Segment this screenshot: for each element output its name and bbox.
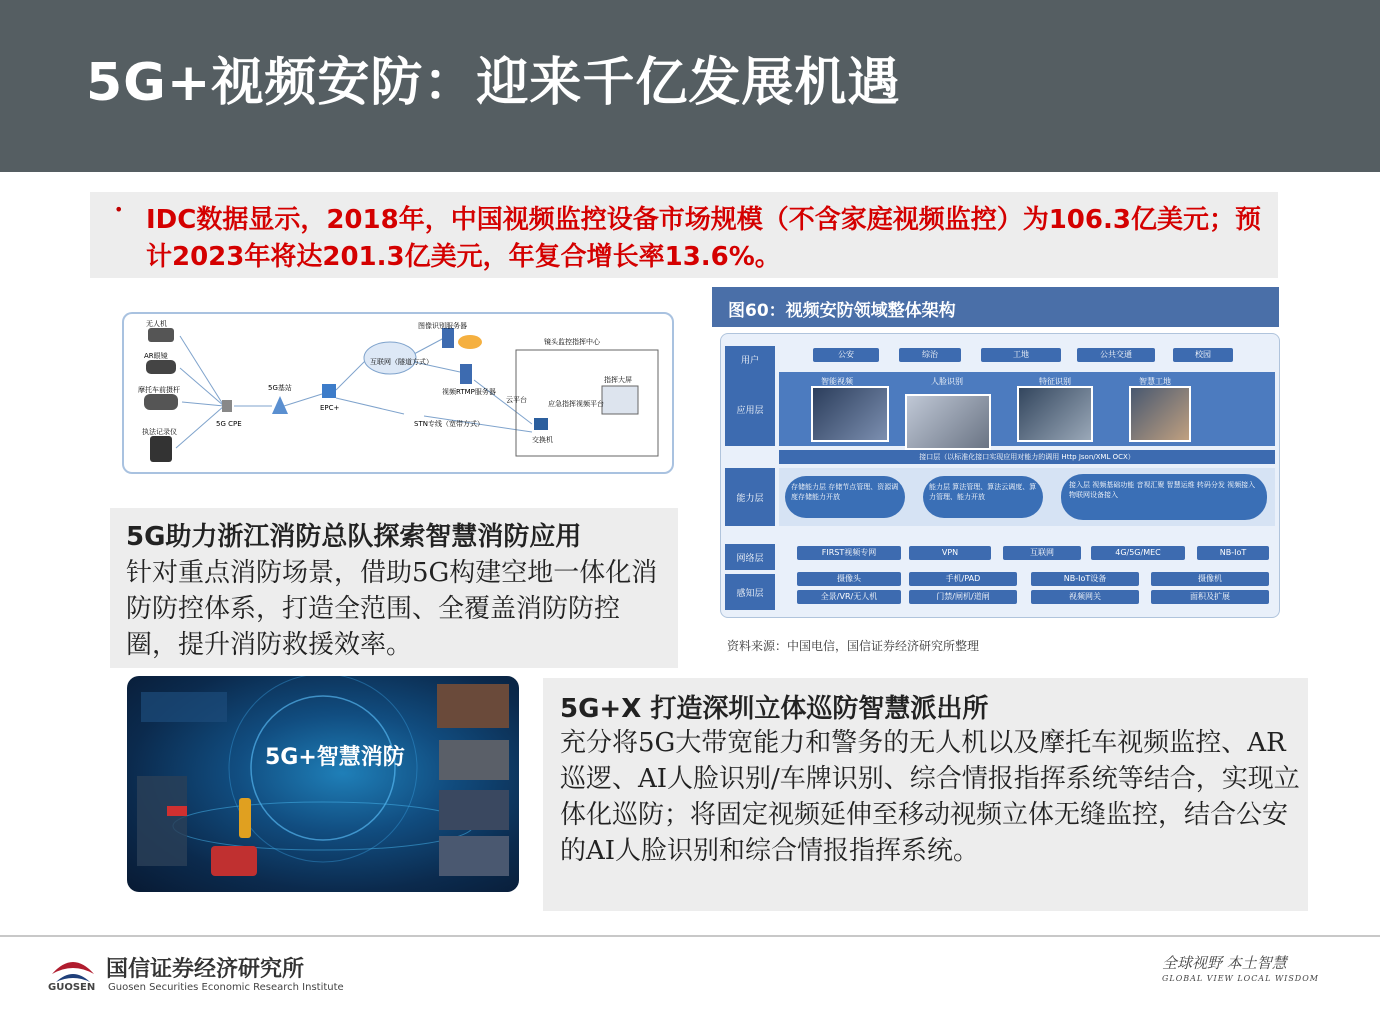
thumbnail-photo bbox=[439, 740, 509, 780]
arch-label: 无人机 bbox=[146, 320, 167, 328]
layer-label-app: 应用层 bbox=[725, 372, 775, 446]
arch-label: AR眼镜 bbox=[144, 352, 168, 360]
app-thumbnail bbox=[1129, 386, 1191, 442]
alert-tag bbox=[167, 806, 187, 816]
figure-source: 资料来源：中国电信，国信证券经济研究所整理 bbox=[727, 639, 980, 653]
arch-label: STN专线（宽带方式） bbox=[414, 420, 484, 428]
epc-icon bbox=[322, 384, 336, 398]
case2-body: 充分将5G大带宽能力和警务的无人机以及摩托车视频监控、AR巡逻、AI人脸识别/车牌识别、综合情报指挥系统等结合，实现立体化巡防；将固定视频延伸至移动视频立体无缝监控，结合公安的AI人脸识别和综合情报指挥系统。 bbox=[560, 728, 1300, 866]
arch-label: 图像识别服务器 bbox=[418, 322, 467, 330]
ability-cloud-text: 存储能力层 存储节点管理、资源调度存储能力开放 bbox=[791, 483, 899, 501]
image-server-icon bbox=[442, 328, 454, 348]
fire-truck-graphic bbox=[211, 846, 257, 876]
icon-panel bbox=[141, 692, 227, 722]
smart-fire-label: 5G+智慧消防 bbox=[265, 745, 405, 770]
user-chip: 工地 bbox=[981, 348, 1061, 362]
arch-label: 执法记录仪 bbox=[142, 428, 177, 436]
company-name-cn: 国信证券经济研究所 bbox=[106, 956, 305, 982]
sense-chip: 摄像机 bbox=[1151, 572, 1269, 586]
user-chip: 公安 bbox=[813, 348, 879, 362]
network-chip: FIRST视频专网 bbox=[797, 546, 901, 560]
drone-icon bbox=[148, 328, 174, 342]
arch-label: 互联网（隧道方式） bbox=[370, 358, 433, 366]
recorder-icon bbox=[150, 436, 172, 462]
logo-abbreviation: GUOSEN bbox=[48, 982, 96, 993]
arch-label: 云平台 bbox=[506, 396, 527, 404]
network-diagram-svg bbox=[124, 314, 676, 476]
thumbnail-photo bbox=[437, 684, 509, 728]
app-thumbnail bbox=[1017, 386, 1093, 442]
factory-graphic bbox=[137, 776, 187, 866]
firefighter-graphic bbox=[239, 798, 251, 838]
sense-chip: 面积及扩展 bbox=[1151, 590, 1269, 604]
app-tag: 特征识别 bbox=[1039, 377, 1071, 386]
switch-icon bbox=[534, 418, 548, 430]
cpe-icon bbox=[222, 400, 232, 412]
network-chip: VPN bbox=[909, 546, 991, 560]
layer-label-ability: 能力层 bbox=[725, 468, 775, 526]
big-screen-icon bbox=[602, 386, 638, 414]
sense-chip: 全景/VR/无人机 bbox=[797, 590, 901, 604]
app-tag: 智能视频 bbox=[821, 377, 853, 386]
footer-divider bbox=[0, 935, 1380, 937]
arch-label: 应急指挥视频平台 bbox=[548, 400, 604, 408]
network-chip: 4G/5G/MEC bbox=[1091, 546, 1185, 560]
slogan-cn: 全球视野 本土智慧 bbox=[1162, 954, 1287, 972]
app-thumbnail bbox=[811, 386, 889, 442]
layer-label-user: 用户 bbox=[725, 346, 775, 372]
network-chip: NB-IoT bbox=[1197, 546, 1269, 560]
guosen-logo-icon bbox=[48, 952, 98, 986]
thumbnail-photo bbox=[439, 790, 509, 830]
sense-chip: 手机/PAD bbox=[909, 572, 1017, 586]
user-chip: 公共交通 bbox=[1077, 348, 1155, 362]
figure-caption: 图60：视频安防领域整体架构 bbox=[728, 301, 956, 321]
interface-layer-bar: 接口层（以标准化接口实现应用对能力的调用 Http Json/XML OCX） bbox=[779, 450, 1275, 464]
arch-label: 5G CPE bbox=[216, 420, 242, 428]
arch-label: EPC+ bbox=[320, 404, 340, 412]
ability-cloud-text: 接入层 视频基础功能 音视汇聚 智慧运维 转码分发 视频接入 物联网设备接入 bbox=[1069, 481, 1256, 499]
ability-cloud-text: 能力层 算法管理、算法云调度、算力管理、能力开放 bbox=[929, 483, 1037, 501]
arch-label: 摩托车前摄杆 bbox=[138, 386, 180, 394]
sense-chip: 门禁/闸机/道闸 bbox=[909, 590, 1017, 604]
sense-chip: NB-IoT设备 bbox=[1031, 572, 1139, 586]
case1-body: 针对重点消防场景，借助5G构建空地一体化消防防控体系，打造全范围、全覆盖消防防控圈，提升消防救援效率。 bbox=[126, 558, 658, 660]
ring-graphic bbox=[173, 802, 473, 850]
app-thumbnail bbox=[905, 394, 991, 450]
arch-label: 交换机 bbox=[532, 436, 553, 444]
motorcycle-icon bbox=[144, 394, 178, 410]
smart-fire-illustration bbox=[127, 676, 519, 892]
cloud-platform-icon bbox=[458, 335, 482, 349]
company-name-en: Guosen Securities Economic Research Institute bbox=[108, 982, 344, 993]
logo-arc-icon bbox=[56, 974, 90, 982]
page-title: 5G+视频安防：迎来千亿发展机遇 bbox=[86, 53, 901, 113]
layered-architecture-figure bbox=[720, 333, 1280, 618]
thumbnail-photo bbox=[439, 836, 509, 876]
layer-label-sense: 感知层 bbox=[725, 574, 775, 610]
sense-chip: 视频网关 bbox=[1031, 590, 1139, 604]
sense-chip: 摄像头 bbox=[797, 572, 901, 586]
user-chip: 综治 bbox=[899, 348, 961, 362]
network-architecture-diagram bbox=[122, 312, 674, 474]
guosen-logo-svg bbox=[48, 952, 98, 986]
case2-title: 5G+X 打造深圳立体巡防智慧派出所 bbox=[560, 694, 989, 724]
arch-label: 镜头监控指挥中心 bbox=[544, 338, 600, 346]
logo-arc-icon bbox=[52, 962, 94, 974]
case1-title: 5G助力浙江消防总队探索智慧消防应用 bbox=[126, 522, 582, 552]
bullet-text: IDC数据显示，2018年，中国视频监控设备市场规模（不含家庭视频监控）为106.3亿美元；预计2023年将达201.3亿美元，年复合增长率13.6%。 bbox=[146, 205, 1261, 272]
bullet-dot: • bbox=[114, 200, 124, 219]
network-chip: 互联网 bbox=[1003, 546, 1081, 560]
slogan-en: GLOBAL VIEW LOCAL WISDOM bbox=[1162, 974, 1319, 983]
arch-label: 5G基站 bbox=[268, 384, 292, 392]
user-chip: 校园 bbox=[1173, 348, 1233, 362]
smart-fire-image bbox=[127, 676, 519, 892]
rtmp-server-icon bbox=[460, 364, 472, 384]
arch-label: 指挥大屏 bbox=[604, 376, 632, 384]
app-tag: 人脸识别 bbox=[931, 377, 963, 386]
app-tag: 智慧工地 bbox=[1139, 377, 1171, 386]
ar-glasses-icon bbox=[146, 360, 176, 374]
layer-label-network: 网络层 bbox=[725, 544, 775, 570]
arch-label: 视频RTMP服务器 bbox=[442, 388, 496, 396]
